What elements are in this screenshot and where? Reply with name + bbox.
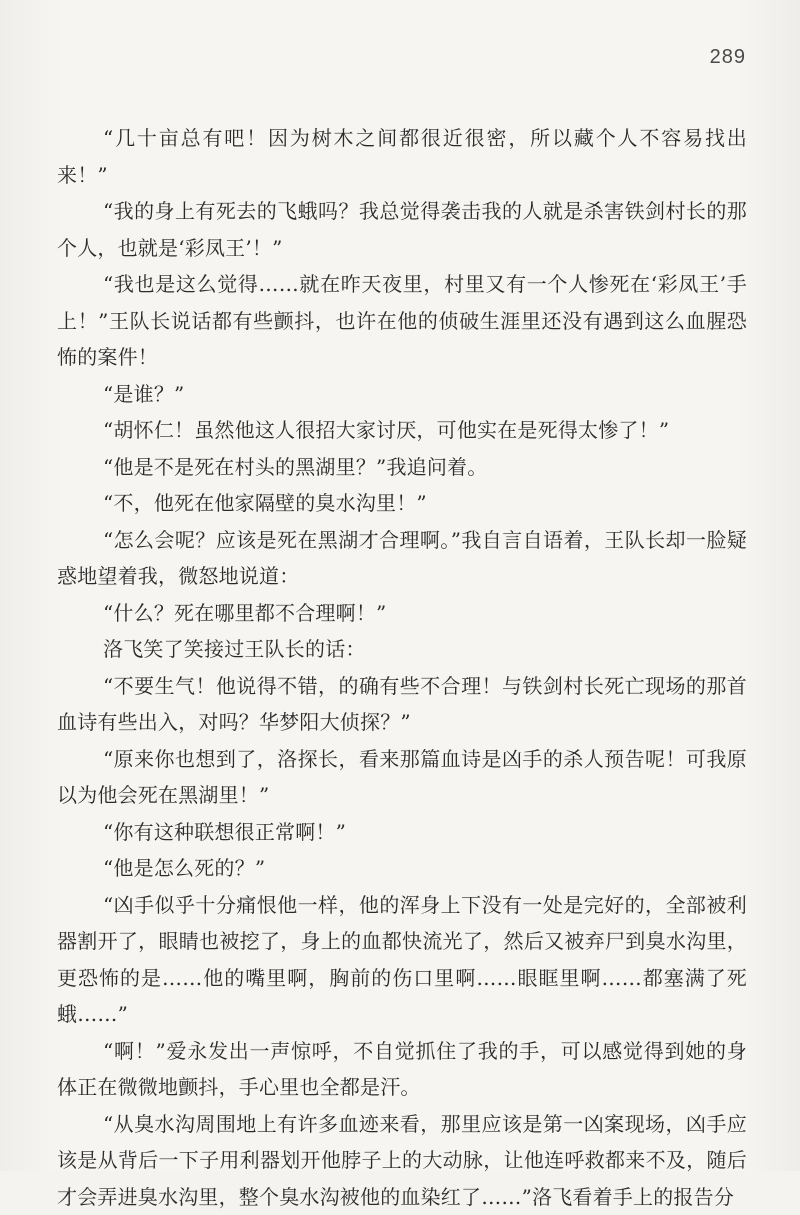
paragraph: “原来你也想到了，洛探长，看来那篇血诗是凶手的杀人预告呢！可我原以为他会死在黑湖里！” [57, 741, 747, 814]
paragraph: “他是不是死在村头的黑湖里？”我追问着。 [57, 449, 747, 486]
paragraph: “他是怎么死的？” [57, 850, 747, 887]
paragraph: “几十亩总有吧！因为树木之间都很近很密，所以藏个人不容易找出来！” [57, 120, 747, 193]
paragraph: “怎么会呢？应该是死在黑湖才合理啊。”我自言自语着，王队长却一脸疑惑地望着我，微怒地说道： [57, 522, 747, 595]
page-number: 289 [710, 46, 746, 69]
paragraph: “我的身上有死去的飞蛾吗？我总觉得袭击我的人就是杀害铁剑村长的那个人，也就是‘彩凤王’！” [57, 193, 747, 266]
paragraph: “什么？死在哪里都不合理啊！” [57, 595, 747, 632]
paragraph: “凶手似乎十分痛恨他一样，他的浑身上下没有一处是完好的，全部被利器割开了，眼睛也被挖了，身上的血都快流光了，然后又被弃尸到臭水沟里，更恐怖的是……他的嘴里啊，胸前的伤口里啊……眼眶里啊……都塞满了死蛾……” [57, 887, 747, 1033]
body-text [57, 120, 747, 1215]
paragraph: “胡怀仁！虽然他这人很招大家讨厌，可他实在是死得太惨了！” [57, 412, 747, 449]
paragraph: “不要生气！他说得不错，的确有些不合理！与铁剑村长死亡现场的那首血诗有些出入，对吗？华梦阳大侦探？” [57, 668, 747, 741]
paragraph: “不，他死在他家隔壁的臭水沟里！” [57, 485, 747, 522]
paragraph: “你有这种联想很正常啊！” [57, 814, 747, 851]
paragraph: 洛飞笑了笑接过王队长的话： [57, 631, 747, 668]
paragraph: “啊！”爱永发出一声惊呼，不自觉抓住了我的手，可以感觉得到她的身体正在微微地颤抖，手心里也全都是汗。 [57, 1033, 747, 1106]
paragraph: “是谁？” [57, 376, 747, 413]
paragraph: “从臭水沟周围地上有许多血迹来看，那里应该是第一凶案现场，凶手应该是从背后一下子用利器划开他脖子上的大动脉，让他连呼救都来不及，随后才会弄进臭水沟里，整个臭水沟被他的血染红了……”洛飞看着手上的报告分 [57, 1106, 747, 1215]
paragraph: “我也是这么觉得……就在昨天夜里，村里又有一个人惨死在‘彩凤王’手上！”王队长说话都有些颤抖，也许在他的侦破生涯里还没有遇到这么血腥恐怖的案件！ [57, 266, 747, 376]
